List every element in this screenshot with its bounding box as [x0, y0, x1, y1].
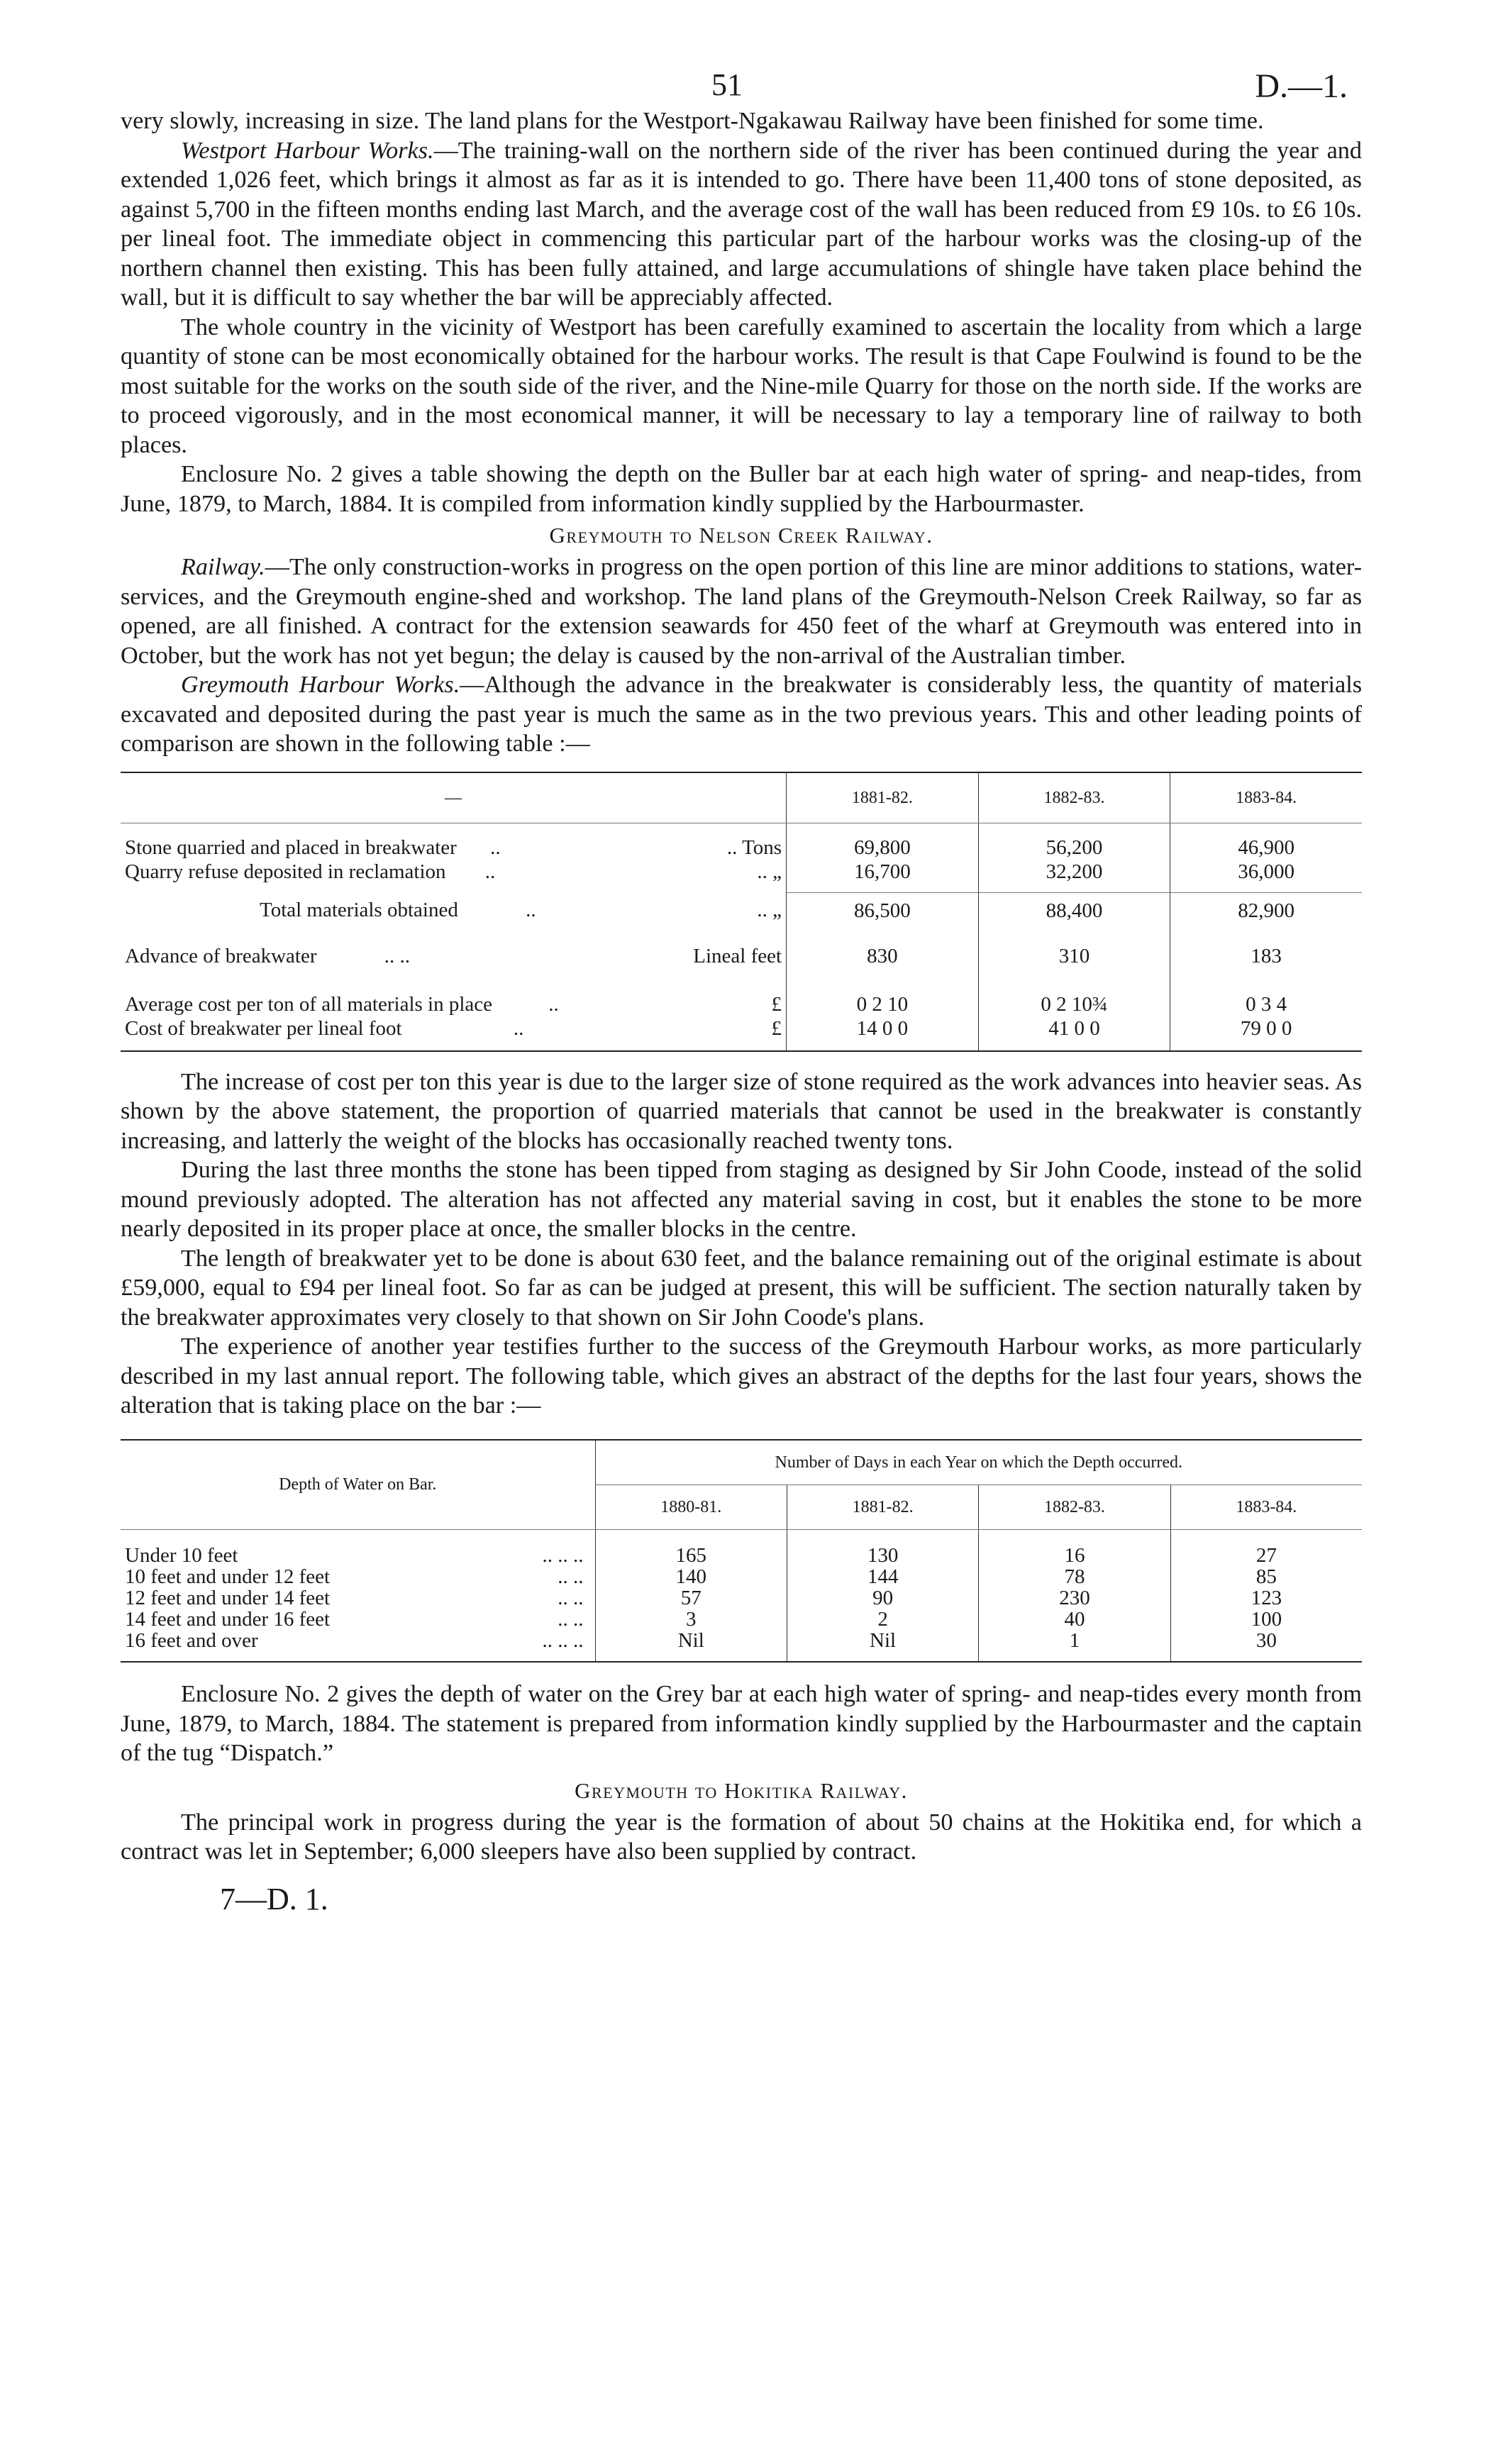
greymouth-harbour-text: —Although the advance in the breakwater is considerably less, the quantity of materials excavated and deposited during the past year is much the same as in the two previous years. This and other leading points of comparison are shown in the following table :—: [121, 672, 1362, 757]
table-header-year: 1882-83.: [978, 772, 1170, 823]
table-cell: 100: [1170, 1609, 1362, 1630]
table-row: [121, 1587, 1362, 1609]
row-dots: .. ..: [558, 1587, 584, 1609]
table-row: [121, 1545, 1362, 1566]
table-header-year: 1883-84.: [1170, 1484, 1362, 1529]
table-cell: 140: [595, 1566, 787, 1587]
row-label: Total materials obtained: [260, 899, 458, 921]
row-label: 16 feet and over: [125, 1629, 258, 1652]
table-header-year: 1881-82.: [787, 772, 979, 823]
table-cell: 32,200: [978, 860, 1170, 884]
row-label: Stone quarried and placed in breakwater: [125, 836, 457, 859]
table-cell: Nil: [787, 1630, 978, 1662]
row-dots: ..: [548, 992, 559, 1016]
table-header-year: 1881-82.: [787, 1484, 978, 1529]
paragraph-length: The length of breakwater yet to be done is about 630 feet, and the balance remaining out of the original estimate is about £59,000, equal to £94 per lineal foot. So far as can be judged at present, this will be sufficient. The section naturally taken by the breakwater approximates very closely to that shown on Sir John Coode's plans.: [121, 1245, 1362, 1331]
table-cell: 144: [787, 1566, 978, 1587]
row-dots: .. ..: [558, 1565, 584, 1588]
table-cell: 14 0 0: [787, 1016, 979, 1051]
paragraph-hokitika: The principal work in progress during the year is the formation of about 50 chains at the Hokitika end, for which a contract was let in September; 6,000 sleepers have also been supplied by contract.: [121, 1809, 1362, 1865]
table-header-year: 1883-84.: [1170, 772, 1362, 823]
table-cell: 57: [595, 1587, 787, 1609]
table-row: [121, 992, 1362, 1016]
table-cell: 56,200: [978, 836, 1170, 860]
table-cell: 79 0 0: [1170, 1016, 1362, 1051]
table-header-dash: —: [121, 772, 787, 823]
table-cell: 123: [1170, 1587, 1362, 1609]
table-cell: 165: [595, 1545, 787, 1566]
breakwater-comparison-table: [121, 772, 1362, 1052]
paragraph-enclosure-grey: Enclosure No. 2 gives the depth of water on the Grey bar at each high water of spring- and neap-tides every month from June, 1879, to March, 1884. The statement is prepared from information kindly supplied by the Harbourmaster and the captain of the tug “Dispatch.”: [121, 1681, 1362, 1766]
table-row: [121, 1609, 1362, 1630]
row-dots: .. ..: [558, 1608, 584, 1631]
bar-depth-table: [121, 1439, 1362, 1663]
page-number: 51: [711, 67, 743, 102]
paragraph-cost-increase: The increase of cost per ton this year is due to the larger size of stone required as the work advances into heavier seas. As shown by the above statement, the proportion of quarried materials that cannot be used in the breakwater is constantly increasing, and latterly the weight of the blocks has occasionally reached twenty tons.: [121, 1068, 1362, 1154]
row-label: Advance of breakwater: [125, 944, 317, 967]
row-label: 10 feet and under 12 feet: [125, 1565, 331, 1588]
row-label: Under 10 feet: [125, 1544, 238, 1567]
heading-greymouth-hokitika: Greymouth to Hokitika Railway.: [575, 1777, 908, 1803]
row-dots: .. .. ..: [542, 1544, 584, 1567]
table-cell: 16,700: [787, 860, 979, 884]
row-unit: Lineal feet: [693, 944, 782, 967]
table-cell: 46,900: [1170, 836, 1362, 860]
table-header-group: Number of Days in each Year on which the Depth occurred.: [595, 1440, 1362, 1485]
paragraph-experience: The experience of another year testifies further to the success of the Greymouth Harbour works, as more particularly described in my last annual report. The following table, which gives an abstract of the depths for the last four years, shows the alteration that is taking place on the bar :—: [121, 1333, 1362, 1419]
paragraph-westport-harbour: [121, 136, 1362, 313]
table-header-row: [121, 772, 1362, 823]
railway-text: —The only construction-works in progress on the open portion of this line are minor additions to stations, water-services, and the Greymouth engine-shed and workshop. The land plans of the Greymouth-Nelson Creek Railway, so far as opened, are all finished. A contract for the extension seawards for 450 feet of the wharf at Greymouth was entered into in October, but the work has not yet begun; the delay is caused by the non-arrival of the Australian timber.: [121, 554, 1362, 669]
paragraph-intro: very slowly, increasing in size. The land plans for the Westport-Ngakawau Railway have been finished for some time.: [121, 108, 1264, 134]
table-cell: 0 2 10¾: [978, 992, 1170, 1016]
table-header-year: 1880-81.: [595, 1484, 787, 1529]
table-header-row: [121, 1440, 1362, 1485]
row-unit: .. Tons: [726, 836, 782, 859]
table-cell: 78: [979, 1566, 1170, 1587]
paragraph-enclosure-buller: Enclosure No. 2 gives a table showing the depth on the Buller bar at each high water of spring- and neap-tides, from June, 1879, to March, 1884. It is compiled from information kindly supplied by the Harbourmaster.: [121, 461, 1362, 517]
table-cell: 86,500: [787, 892, 979, 923]
table-cell: 3: [595, 1609, 787, 1630]
row-label: Average cost per ton of all materials in place: [125, 992, 493, 1016]
row-dots: .. ..: [384, 944, 411, 967]
row-label: 12 feet and under 14 feet: [125, 1587, 331, 1609]
table-cell: 0 3 4: [1170, 992, 1362, 1016]
paragraph-staging: During the last three months the stone has been tipped from staging as designed by Sir John Coode, instead of the solid mound previously adopted. The alteration has not affected any material saving in cost, but it enables the stone to be more nearly deposited in its proper place at once, the smaller blocks in the centre.: [121, 1157, 1362, 1242]
page-header: [121, 64, 1362, 106]
paragraph-railway: [121, 553, 1362, 670]
table-cell: 88,400: [978, 892, 1170, 923]
table-cell: 90: [787, 1587, 978, 1609]
row-dots: .. .. ..: [542, 1629, 584, 1652]
table-cell: 183: [1170, 944, 1362, 968]
table-cell: 0 2 10: [787, 992, 979, 1016]
row-label: Cost of breakwater per lineal foot: [125, 1016, 402, 1040]
table-cell: 27: [1170, 1545, 1362, 1566]
table-cell: 230: [979, 1587, 1170, 1609]
row-dots: ..: [490, 836, 501, 859]
table-cell: 40: [979, 1609, 1170, 1630]
signature-mark: 7—D. 1.: [220, 1881, 328, 1916]
greymouth-harbour-title: Greymouth Harbour Works.: [181, 672, 460, 698]
row-unit: £: [771, 992, 782, 1016]
table-cell: 16: [979, 1545, 1170, 1566]
table-cell: Nil: [595, 1630, 787, 1662]
table-header-depth: Depth of Water on Bar.: [121, 1440, 595, 1530]
table-row: [121, 860, 1362, 884]
table-row: [121, 1630, 1362, 1662]
row-label: Quarry refuse deposited in reclamation: [125, 860, 446, 883]
table-cell: 310: [978, 944, 1170, 968]
table-row: [121, 1016, 1362, 1051]
row-unit: .. „: [757, 860, 782, 883]
table-cell: 82,900: [1170, 892, 1362, 923]
table-cell: 36,000: [1170, 860, 1362, 884]
table-header-year: 1882-83.: [979, 1484, 1170, 1529]
table-cell: 30: [1170, 1630, 1362, 1662]
table-row: [121, 1566, 1362, 1587]
table-cell: 85: [1170, 1566, 1362, 1587]
table-cell: 41 0 0: [978, 1016, 1170, 1051]
westport-title: Westport Harbour Works.: [181, 137, 434, 164]
page: [121, 64, 1362, 1917]
table-cell: 2: [787, 1609, 978, 1630]
row-dots: ..: [513, 1016, 524, 1040]
paragraph-greymouth-harbour: [121, 670, 1362, 759]
westport-text: —The training-wall on the northern side of the river has been continued during the year and extended 1,026 feet, which brings it almost as far as it is intended to go. There have been 11,400 tons of stone deposited, as against 5,700 in the fifteen months ending last March, and the average cost of the wall has been reduced from £9 10s. to £6 10s. per lineal foot. The immediate object in commencing this particular part of the harbour works was the closing-up of the northern channel then existing. This has been fully attained, and large accumulations of shingle have taken place behind the wall, but it is difficult to say whether the bar will be appreciably affected.: [121, 137, 1362, 311]
paragraph-westport-country: The whole country in the vicinity of Westport has been carefully examined to ascertain the locality from which a large quantity of stone can be most economically obtained for the harbour works. The result is that Cape Foulwind is found to be the most suitable for the works on the south side of the river, and the Nine-mile Quarry for those on the north side. If the works are to proceed vigorously, and in the most economical manner, it will be necessary to lay a temporary line of railway to both places.: [121, 313, 1362, 458]
heading-greymouth-nelson: Greymouth to Nelson Creek Railway.: [549, 523, 933, 548]
row-unit: .. „: [757, 899, 782, 921]
table-cell: 69,800: [787, 836, 979, 860]
row-unit: £: [771, 1016, 782, 1040]
table-row-total: [121, 892, 1362, 923]
railway-title: Railway.: [181, 554, 265, 580]
table-cell: 130: [787, 1545, 978, 1566]
row-dots: ..: [526, 899, 536, 921]
row-dots: ..: [484, 860, 496, 883]
row-label: 14 feet and under 16 feet: [125, 1608, 331, 1631]
table-cell: 1: [979, 1630, 1170, 1662]
table-row: [121, 944, 1362, 968]
table-cell: 830: [787, 944, 979, 968]
table-row: [121, 836, 1362, 860]
document-reference: D.—1.: [1255, 67, 1348, 105]
